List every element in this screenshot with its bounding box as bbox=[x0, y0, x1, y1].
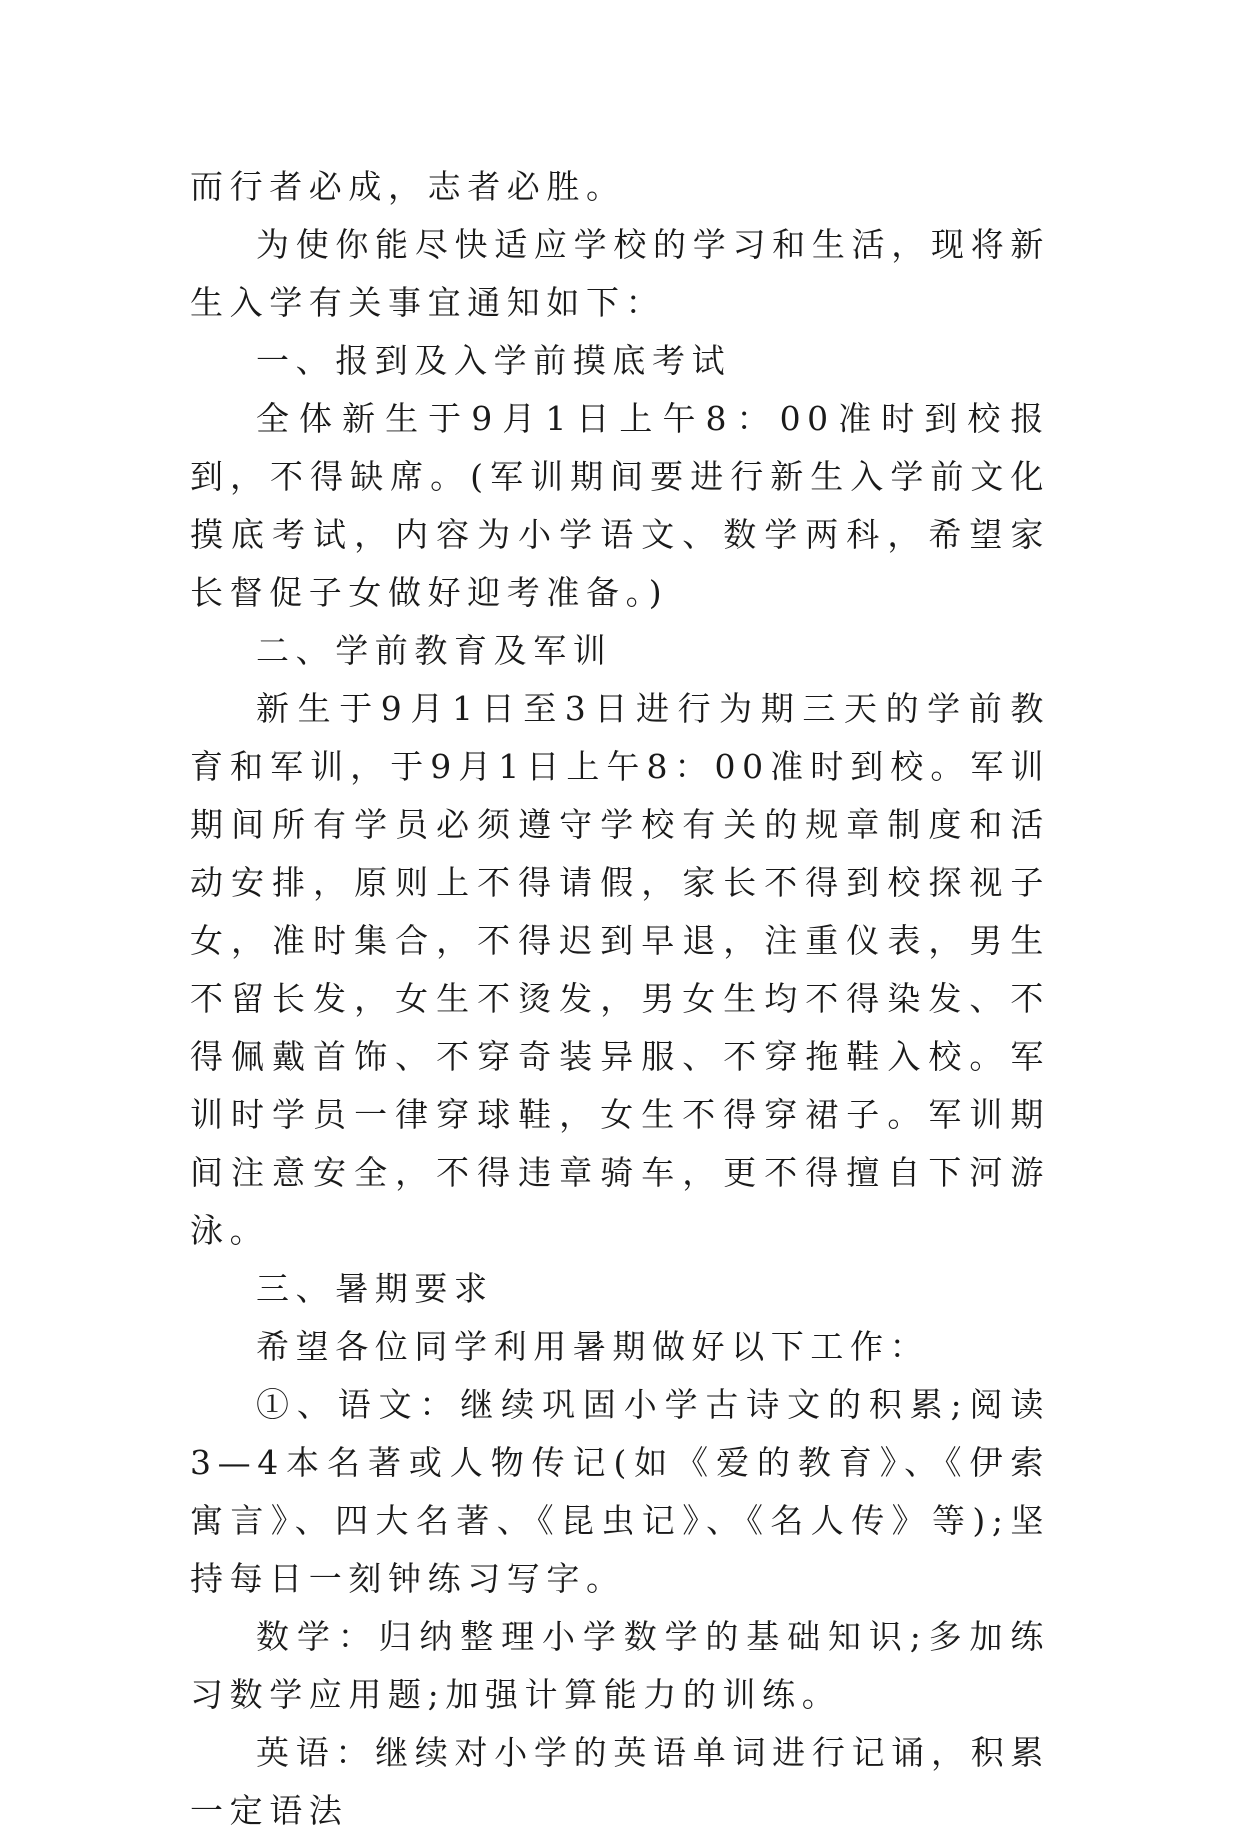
section-heading-3: 三、暑期要求 bbox=[256, 1269, 494, 1308]
paragraph-english: 英语：继续对小学的英语单词进行记诵，积累一定语法 bbox=[190, 1733, 1050, 1830]
paragraph-chinese: ①、语文：继续巩固小学古诗文的积累;阅读3—4本名著或人物传记(如《爱的教育》、《伊索寓言》、四大名著、《昆虫记》、《名人传》等);坚持每日一刻钟练习写字。 bbox=[190, 1385, 1050, 1598]
paragraph-1: 而行者必成，志者必胜。 bbox=[190, 167, 626, 206]
paragraph-3: 全体新生于9月1日上午8：00准时到校报到，不得缺席。(军训期间要进行新生入学前文化摸底考试，内容为小学语文、数学两科，希望家长督促子女做好迎考准备。) bbox=[190, 399, 1050, 612]
paragraph-math: 数学：归纳整理小学数学的基础知识;多加练习数学应用题;加强计算能力的训练。 bbox=[190, 1617, 1050, 1714]
section-heading-1: 一、报到及入学前摸底考试 bbox=[256, 341, 732, 380]
section-heading-2: 二、学前教育及军训 bbox=[256, 631, 613, 670]
document-body bbox=[190, 158, 1050, 1840]
paragraph-2: 为使你能尽快适应学校的学习和生活，现将新生入学有关事宜通知如下： bbox=[190, 225, 1050, 322]
paragraph-4: 新生于9月1日至3日进行为期三天的学前教育和军训，于9月1日上午8：00准时到校。军训期间所有学员必须遵守学校有关的规章制度和活动安排，原则上不得请假，家长不得到校探视子女，准时集合，不得迟到早退，注重仪表，男生不留长发，女生不烫发，男女生均不得染发、不得佩戴首饰、不穿奇装异服、不穿拖鞋入校。军训时学员一律穿球鞋，女生不得穿裙子。军训期间注意安全，不得违章骑车，更不得擅自下河游泳。 bbox=[190, 689, 1050, 1250]
paragraph-5: 希望各位同学利用暑期做好以下工作： bbox=[256, 1327, 930, 1366]
